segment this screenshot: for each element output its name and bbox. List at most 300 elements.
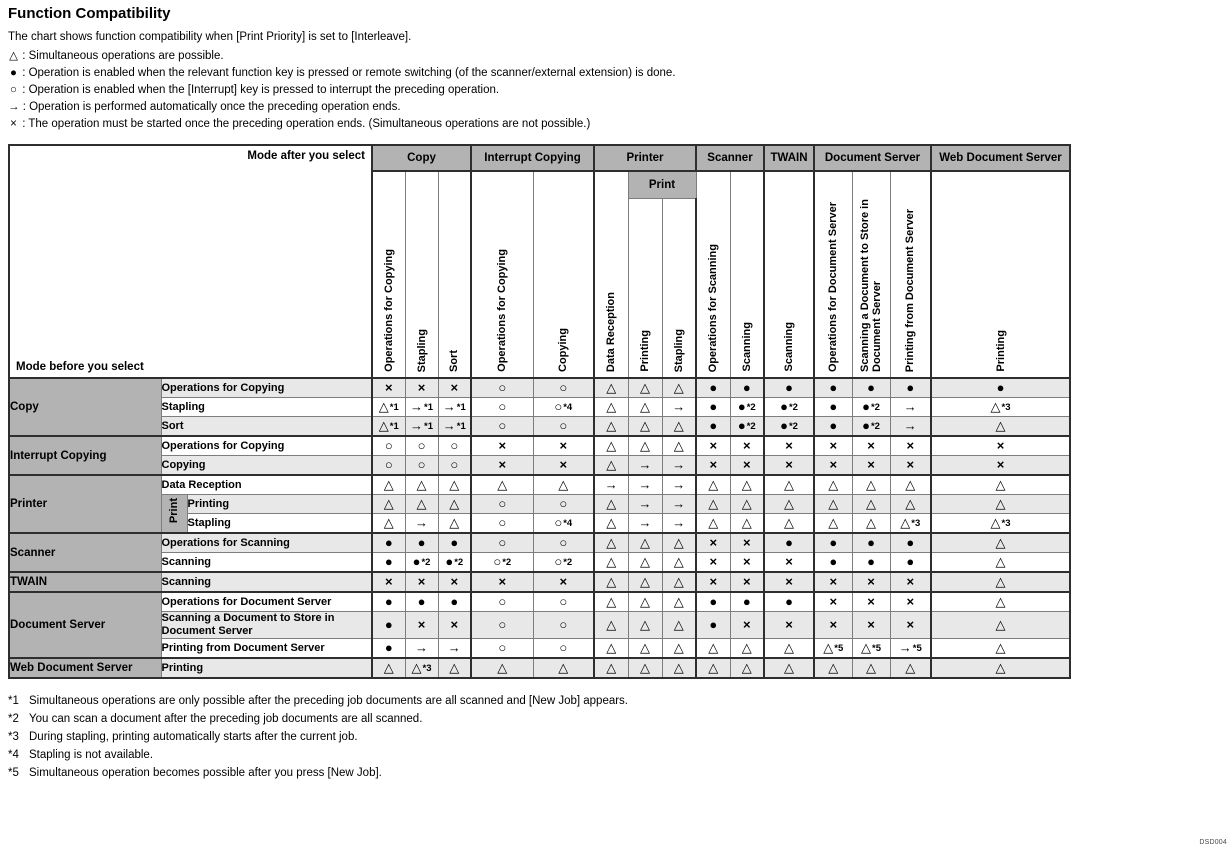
compat-symbol: ● (742, 380, 751, 395)
footnote-ref: *2 (454, 557, 464, 568)
compat-cell (764, 456, 814, 476)
compat-cell (594, 514, 628, 534)
compat-cell (594, 417, 628, 437)
footnote-ref: *4 (8, 749, 19, 761)
compat-cell (471, 639, 533, 659)
compat-cell (890, 658, 931, 678)
compat-symbol: × (742, 438, 751, 453)
compat-symbol: × (996, 438, 1005, 453)
compat-cell (405, 572, 438, 592)
footnote-ref: *5 (872, 643, 881, 654)
compat-cell (372, 398, 405, 417)
compat-symbol: ○ (417, 457, 426, 472)
compat-cell (372, 592, 405, 612)
compat-cell (628, 658, 662, 678)
compat-cell (931, 658, 1070, 678)
compat-cell (814, 436, 852, 456)
compat-symbol: △ (995, 477, 1006, 492)
row-group-header: Printer (9, 475, 161, 533)
compat-symbol: → (447, 640, 461, 655)
compat-cell (814, 553, 852, 573)
compat-symbol: △ (378, 418, 389, 433)
compat-symbol: △ (861, 640, 871, 655)
compat-cell (594, 572, 628, 592)
compat-cell (814, 378, 852, 398)
compat-cell (764, 475, 814, 495)
table-row (9, 592, 1070, 612)
compat-symbol: △ (784, 640, 794, 655)
compat-symbol: △ (673, 380, 684, 395)
compat-symbol: × (709, 554, 718, 569)
compat-symbol: △ (497, 477, 508, 492)
compat-cell (628, 456, 662, 476)
compat-cell (405, 436, 438, 456)
compat-symbol: × (906, 594, 915, 609)
compat-symbol: △ (640, 438, 650, 453)
column-header-label: Printing (639, 330, 651, 372)
compat-symbol: ● (742, 594, 751, 609)
print-subgroup-header: Print (628, 171, 696, 198)
figure-code: DSD004 (1199, 839, 1227, 846)
compat-cell (533, 592, 594, 612)
compat-symbol: ● (737, 399, 746, 414)
compat-symbol: △ (990, 515, 1001, 530)
compat-cell (890, 456, 931, 476)
compat-cell (471, 417, 533, 437)
compat-symbol: ● (829, 535, 838, 550)
compat-symbol: ● (906, 554, 915, 569)
compat-cell (890, 592, 931, 612)
compat-cell (696, 658, 730, 678)
footnote-ref: *5 (8, 767, 19, 779)
row-group-header: Copy (9, 378, 161, 436)
compat-cell (814, 533, 852, 553)
compat-cell (890, 639, 931, 659)
compat-symbol: △ (606, 418, 617, 433)
compat-symbol: △ (673, 660, 684, 675)
compat-symbol: △ (900, 515, 911, 530)
mode-before-label: Mode before you select (16, 361, 144, 373)
compat-cell (438, 572, 471, 592)
compat-symbol: ● (785, 380, 793, 395)
compat-symbol: △ (828, 477, 839, 492)
row-label: Stapling (187, 514, 372, 534)
compat-symbol: × (709, 574, 718, 589)
compat-symbol: △ (995, 535, 1006, 550)
compat-cell (594, 475, 628, 495)
compat-cell (890, 612, 931, 639)
compat-cell (471, 475, 533, 495)
compat-symbol: → (672, 399, 686, 414)
compat-symbol: × (559, 457, 568, 472)
compat-symbol: → (410, 418, 423, 433)
compat-symbol: × (829, 574, 838, 589)
compat-symbol: ● (737, 418, 746, 433)
compat-symbol: ● (862, 418, 870, 433)
compat-symbol: △ (640, 535, 650, 550)
compat-cell (662, 417, 696, 437)
compat-cell (662, 475, 696, 495)
compat-cell (628, 533, 662, 553)
compat-symbol: → (638, 496, 652, 511)
compat-cell (471, 533, 533, 553)
compat-symbol: ● (829, 554, 838, 569)
row-label: Operations for Copying (161, 436, 372, 456)
compat-cell (764, 436, 814, 456)
compat-symbol: △ (673, 554, 684, 569)
compat-symbol: → (638, 515, 652, 530)
legend-item (8, 99, 1222, 116)
compat-symbol: ● (780, 399, 788, 414)
footnote-ref: *1 (8, 695, 19, 707)
column-header (471, 171, 533, 378)
compat-cell (814, 639, 852, 659)
compat-cell (696, 514, 730, 534)
compat-symbol: △ (741, 660, 752, 675)
column-header-label: Operations for Copying (496, 249, 509, 372)
compat-cell (696, 572, 730, 592)
compat-symbol: × (384, 380, 393, 395)
compat-symbol: △ (606, 574, 617, 589)
footnote (8, 728, 1222, 746)
compat-symbol: ● (867, 554, 875, 569)
compat-cell (471, 612, 533, 639)
compat-symbol: △ (640, 640, 650, 655)
compat-cell (931, 514, 1070, 534)
footnote-ref: *2 (563, 557, 573, 568)
compat-symbol: △ (558, 477, 569, 492)
compat-symbol: ○ (498, 640, 507, 655)
compat-cell (372, 495, 405, 514)
compat-symbol: △ (606, 660, 617, 675)
compat-cell (852, 417, 890, 437)
compat-cell (730, 436, 764, 456)
compat-symbol: ○ (450, 438, 459, 453)
legend-item (8, 82, 1222, 99)
compat-cell (372, 658, 405, 678)
compat-cell (730, 592, 764, 612)
compat-symbol: ● (829, 418, 838, 433)
compat-cell (372, 436, 405, 456)
legend-symbol: × (10, 118, 17, 130)
compat-cell (438, 514, 471, 534)
compat-cell (730, 553, 764, 573)
compat-symbol: ○ (498, 515, 507, 530)
legend-symbol: → (8, 101, 20, 113)
compat-symbol: ○ (384, 438, 393, 453)
compat-cell (372, 639, 405, 659)
compat-symbol: ● (906, 380, 915, 395)
compat-cell (696, 475, 730, 495)
column-header-label: Stapling (415, 328, 428, 372)
footnote-ref: *3 (422, 663, 432, 674)
compat-cell (662, 398, 696, 417)
compat-symbol: ○ (554, 399, 563, 414)
compat-symbol: → (415, 640, 428, 655)
compat-symbol: △ (784, 660, 794, 675)
column-header (764, 171, 814, 378)
compat-cell (628, 612, 662, 639)
compat-symbol: × (559, 438, 568, 453)
compat-cell (730, 378, 764, 398)
legend-separator: : (19, 118, 29, 130)
compat-cell (594, 533, 628, 553)
compat-symbol: × (709, 535, 718, 550)
compat-symbol: △ (995, 496, 1006, 511)
compat-cell (438, 612, 471, 639)
footnote-ref: *3 (1001, 402, 1011, 413)
compat-symbol: ● (384, 617, 393, 632)
compat-symbol: × (785, 574, 793, 589)
compat-cell (533, 612, 594, 639)
compat-cell (890, 417, 931, 437)
compat-cell (372, 572, 405, 592)
table-row (9, 417, 1070, 437)
compat-symbol: ○ (498, 617, 507, 632)
footnote-ref: *1 (424, 402, 433, 413)
column-header (852, 171, 890, 378)
compat-cell (628, 639, 662, 659)
compat-symbol: ● (709, 594, 718, 609)
compat-symbol: ● (384, 535, 393, 550)
compat-symbol: × (742, 617, 751, 632)
compat-cell (533, 533, 594, 553)
compat-symbol: △ (708, 660, 719, 675)
compat-cell (628, 378, 662, 398)
column-header (931, 171, 1070, 378)
legend-separator: : (19, 50, 29, 62)
table-row (9, 533, 1070, 553)
compat-cell (696, 398, 730, 417)
compat-cell (696, 612, 730, 639)
compat-symbol: △ (673, 594, 684, 609)
compat-symbol: △ (708, 640, 719, 655)
compat-symbol: ● (996, 380, 1005, 395)
compat-cell (814, 495, 852, 514)
compat-cell (438, 533, 471, 553)
compat-cell (628, 495, 662, 514)
compat-symbol: × (709, 438, 718, 453)
compat-cell (764, 639, 814, 659)
compat-cell (662, 456, 696, 476)
compat-cell (438, 639, 471, 659)
compat-symbol: × (867, 594, 875, 609)
compat-cell (730, 572, 764, 592)
compat-cell (764, 398, 814, 417)
compat-symbol: × (829, 457, 838, 472)
compat-cell (662, 639, 696, 659)
compat-symbol: × (450, 380, 459, 395)
intro-text: The chart shows function compatibility when [Print Priority] is set to [Interleave]. (8, 31, 412, 43)
compat-symbol: → (604, 477, 618, 492)
column-header-label: Printing (994, 330, 1007, 372)
compat-symbol: △ (497, 660, 508, 675)
compat-cell (405, 398, 438, 417)
compat-symbol: → (638, 477, 652, 492)
compat-cell (533, 658, 594, 678)
compat-cell (471, 514, 533, 534)
table-row (9, 658, 1070, 678)
compat-cell (852, 553, 890, 573)
compat-symbol: △ (449, 660, 460, 675)
compat-symbol: ○ (498, 399, 507, 414)
footnote-ref: *2 (746, 402, 756, 413)
compat-symbol: △ (828, 496, 839, 511)
footnote-ref: *1 (424, 421, 433, 432)
compat-symbol: △ (606, 535, 617, 550)
compat-symbol: × (996, 457, 1005, 472)
compat-cell (814, 572, 852, 592)
column-group-header: Document Server (814, 145, 931, 171)
compat-cell (852, 533, 890, 553)
compat-symbol: × (906, 457, 915, 472)
corner-cell (9, 145, 372, 378)
row-label: Operations for Document Server (161, 592, 372, 612)
compat-symbol: ○ (559, 594, 568, 609)
page-title: Function Compatibility (8, 5, 171, 22)
table-row (9, 639, 1070, 659)
compat-cell (372, 533, 405, 553)
compat-cell (372, 514, 405, 534)
row-group-header: TWAIN (9, 572, 161, 592)
footnote-text: You can scan a document after the preceding job documents are all scanned. (29, 713, 423, 725)
compat-symbol: △ (784, 477, 794, 492)
compat-cell (764, 378, 814, 398)
compat-symbol: ● (829, 380, 838, 395)
compat-cell (814, 658, 852, 678)
compat-symbol: ● (450, 535, 459, 550)
compat-cell (372, 378, 405, 398)
compatibility-table (8, 144, 1071, 679)
footnote-ref: *2 (421, 557, 431, 568)
footnote-ref: *2 (502, 557, 512, 568)
compat-symbol: △ (905, 496, 916, 511)
compat-cell (890, 514, 931, 534)
column-header-label: Printing from Document Server (904, 208, 917, 372)
compat-symbol: ○ (384, 457, 393, 472)
column-header-label: Sort (448, 350, 461, 372)
table-row (9, 456, 1070, 476)
compat-cell (730, 612, 764, 639)
compat-cell (730, 495, 764, 514)
compat-cell (852, 495, 890, 514)
compat-symbol: △ (995, 574, 1006, 589)
compat-symbol: △ (640, 574, 650, 589)
row-label: Scanning a Document to Store in Document Server (161, 612, 372, 639)
compat-cell (438, 456, 471, 476)
legend (8, 48, 1222, 133)
compat-symbol: × (742, 554, 751, 569)
compat-cell (628, 475, 662, 495)
compat-symbol: △ (673, 617, 684, 632)
compat-symbol: × (450, 617, 459, 632)
compat-symbol: × (829, 438, 838, 453)
footnotes (8, 692, 1222, 782)
table-row (9, 612, 1070, 639)
compat-cell (471, 436, 533, 456)
column-header-label: Operations for Copying (382, 249, 395, 372)
compat-symbol: ○ (559, 496, 568, 511)
compat-symbol: △ (606, 380, 617, 395)
compat-cell (814, 514, 852, 534)
compat-cell (471, 398, 533, 417)
compat-cell (594, 553, 628, 573)
footnote-ref: *3 (1001, 518, 1011, 529)
compat-cell (890, 475, 931, 495)
footnote-ref: *4 (563, 402, 573, 413)
compat-cell (405, 553, 438, 573)
compat-cell (533, 378, 594, 398)
table-row (9, 553, 1070, 573)
compat-cell (533, 639, 594, 659)
compat-symbol: ○ (493, 554, 502, 569)
compat-symbol: △ (673, 640, 684, 655)
footnote (8, 746, 1222, 764)
compat-symbol: ● (829, 399, 838, 414)
compat-symbol: △ (708, 515, 719, 530)
legend-text: Operation is performed automatically once the preceding operation ends. (29, 101, 401, 113)
footnote-ref: *1 (456, 421, 466, 432)
compat-cell (730, 639, 764, 659)
compat-cell (696, 456, 730, 476)
compat-cell (890, 398, 931, 417)
compat-cell (662, 658, 696, 678)
compat-cell (852, 456, 890, 476)
compat-cell (405, 417, 438, 437)
row-label: Data Reception (161, 475, 372, 495)
footnote-text: During stapling, printing automatically starts after the current job. (29, 731, 358, 743)
column-header-label: Stapling (672, 328, 685, 372)
compat-symbol: ● (709, 399, 718, 414)
row-group-header: Interrupt Copying (9, 436, 161, 475)
compat-symbol: △ (995, 418, 1006, 433)
row-label: Sort (161, 417, 372, 437)
compat-symbol: ● (862, 399, 870, 414)
compat-cell (931, 612, 1070, 639)
compat-symbol: × (906, 574, 915, 589)
compat-cell (890, 378, 931, 398)
compat-symbol: ○ (498, 594, 507, 609)
compat-symbol: → (903, 399, 917, 414)
footnote-ref: *2 (746, 421, 756, 432)
compat-cell (372, 417, 405, 437)
compat-cell (628, 398, 662, 417)
compat-cell (931, 639, 1070, 659)
legend-separator: : (19, 101, 30, 113)
compat-cell (696, 553, 730, 573)
print-subgroup-row-header (161, 495, 187, 534)
compat-cell (471, 572, 533, 592)
compat-symbol: → (672, 477, 686, 492)
legend-separator: : (19, 67, 29, 79)
compat-cell (471, 456, 533, 476)
compat-cell (438, 495, 471, 514)
compat-symbol: △ (449, 477, 460, 492)
compat-symbol: △ (449, 496, 460, 511)
column-header (628, 198, 662, 378)
compat-cell (533, 514, 594, 534)
compat-symbol: × (498, 438, 507, 453)
compat-symbol: × (906, 438, 915, 453)
compat-cell (533, 553, 594, 573)
compat-cell (438, 378, 471, 398)
footnote-ref: *2 (870, 402, 880, 413)
row-group-header: Document Server (9, 592, 161, 658)
compat-cell (852, 639, 890, 659)
compat-symbol: △ (383, 496, 394, 511)
compat-symbol: △ (606, 640, 617, 655)
row-label: Stapling (161, 398, 372, 417)
